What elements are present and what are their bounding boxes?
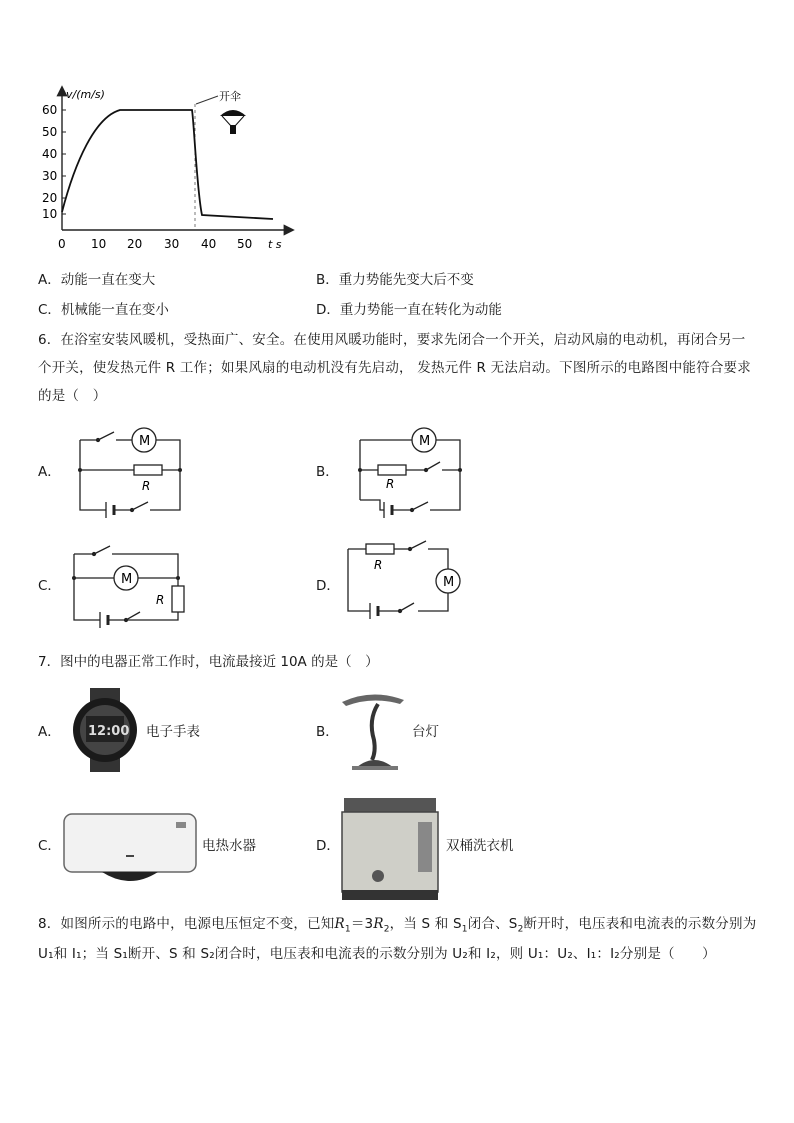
x-axis-label: t s (268, 238, 282, 251)
velocity-time-graph (30, 82, 310, 262)
motor-icon (132, 428, 156, 452)
svg-text:M: M (139, 434, 151, 449)
q7-option-d-text: 双桶洗衣机 (446, 838, 514, 854)
q7-option-b-letter[interactable]: B． (316, 724, 339, 740)
switch-icon (425, 462, 441, 472)
q5-option-a[interactable] (38, 270, 155, 290)
switch-icon (131, 502, 149, 512)
q6-option-a-letter[interactable]: A． (38, 464, 61, 480)
y-tick-label: 40 (42, 147, 58, 161)
motor-icon (114, 566, 138, 590)
x-tick-label: 50 (237, 237, 253, 251)
y-tick-label: 50 (42, 125, 58, 139)
battery-icon (370, 603, 378, 619)
q8-question-line-1: 8．如图所示的电路中，电源电压恒定不变，已知$R_1=3R_2$，当 S 和 $S_1$闭合、$S_2$断开时，电压表和电流表的示数分别为 (38, 916, 757, 935)
digital-watch-image (68, 688, 142, 772)
motor-icon (412, 428, 436, 452)
circuit-diagram-a (70, 420, 190, 520)
q8-question-line-2: U₁和 I₁；当 S₁断开、S 和 S₂闭合时，电压表和电流表的示数分别为 U₂和 I₂，则 U₁：U₂、I₁：I₂分别是（ ） (38, 946, 716, 962)
watch-display: 12:00 (88, 724, 130, 739)
resistor-label: R (374, 558, 383, 572)
q7-option-a-letter[interactable]: A． (38, 724, 61, 740)
option-text: 重力势能一直在转化为动能 (339, 302, 502, 318)
battery-icon (384, 502, 392, 518)
parachute-icon (220, 110, 246, 134)
q7-option-b-text: 台灯 (412, 724, 439, 740)
option-text: 重力势能先变大后不变 (338, 272, 474, 288)
x-tick-label: 30 (164, 237, 180, 251)
battery-icon (100, 612, 108, 628)
option-text: 动能一直在变大 (60, 272, 156, 288)
option-letter: B． (316, 272, 339, 288)
y-axis-label: v/(m/s) (66, 88, 105, 101)
svg-text:M: M (121, 572, 133, 587)
y-tick-label: 10 (42, 207, 58, 221)
x-tick-label: 20 (127, 237, 143, 251)
battery-icon (106, 502, 114, 518)
velocity-curve (62, 110, 273, 219)
q7-question-text: 7．图中的电器正常工作时，电流最接近 10A 的是（ ） (38, 654, 379, 670)
q7-option-c-text: 电热水器 (202, 838, 256, 854)
option-letter: A． (38, 272, 61, 288)
option-letter: C． (38, 302, 61, 318)
option-letter: D． (316, 302, 340, 318)
q6-option-c-letter[interactable]: C． (38, 578, 61, 594)
svg-text:M: M (443, 575, 455, 590)
resistor-label: R (386, 477, 395, 491)
svg-text:M: M (419, 434, 431, 449)
q7-option-a-text: 电子手表 (146, 724, 200, 740)
y-tick-label: 30 (42, 169, 58, 183)
q6-option-d-letter[interactable]: D． (316, 578, 340, 594)
q5-option-d[interactable] (316, 300, 502, 320)
q6-question-text: 6．在浴室安装风暖机，受热面广、安全。在使用风暖功能时，要求先闭合一个开关，启动风扇的电动机，再闭合另一个开关，使发热元件 R 工作；如果风扇的电动机没有先启动， 发热元件 R 无法启动。下图所示的电路图中能符合要求的是（ ） (38, 332, 751, 404)
desk-lamp-image (338, 690, 408, 774)
circuit-diagram-c (66, 540, 196, 630)
q5-option-b[interactable] (316, 270, 474, 290)
switch-icon (97, 432, 115, 442)
q7-option-d-letter[interactable]: D． (316, 838, 340, 854)
resistor-label: R (156, 593, 165, 607)
motor-icon (436, 569, 460, 593)
annotation-leader (196, 96, 218, 104)
annotation-text: 开伞 (219, 90, 241, 103)
q6-option-b-letter[interactable]: B． (316, 464, 339, 480)
y-tick-label: 20 (42, 191, 58, 205)
switch-icon (411, 502, 429, 512)
x-tick-label: 0 (58, 237, 66, 251)
q7-option-c-letter[interactable]: C． (38, 838, 61, 854)
circuit-diagram-b (350, 420, 470, 520)
switch-icon (93, 546, 111, 556)
x-tick-label: 10 (91, 237, 107, 251)
resistor-label: R (142, 479, 151, 493)
option-text: 机械能一直在变小 (60, 302, 169, 318)
switch-icon (399, 603, 415, 613)
x-tick-label: 40 (201, 237, 217, 251)
twin-tub-washing-machine-image (338, 794, 442, 904)
circuit-diagram-d (344, 535, 474, 630)
q5-option-c[interactable] (38, 300, 169, 320)
switch-icon (409, 541, 427, 551)
y-tick-label: 60 (42, 103, 58, 117)
water-heater-image (62, 810, 198, 886)
